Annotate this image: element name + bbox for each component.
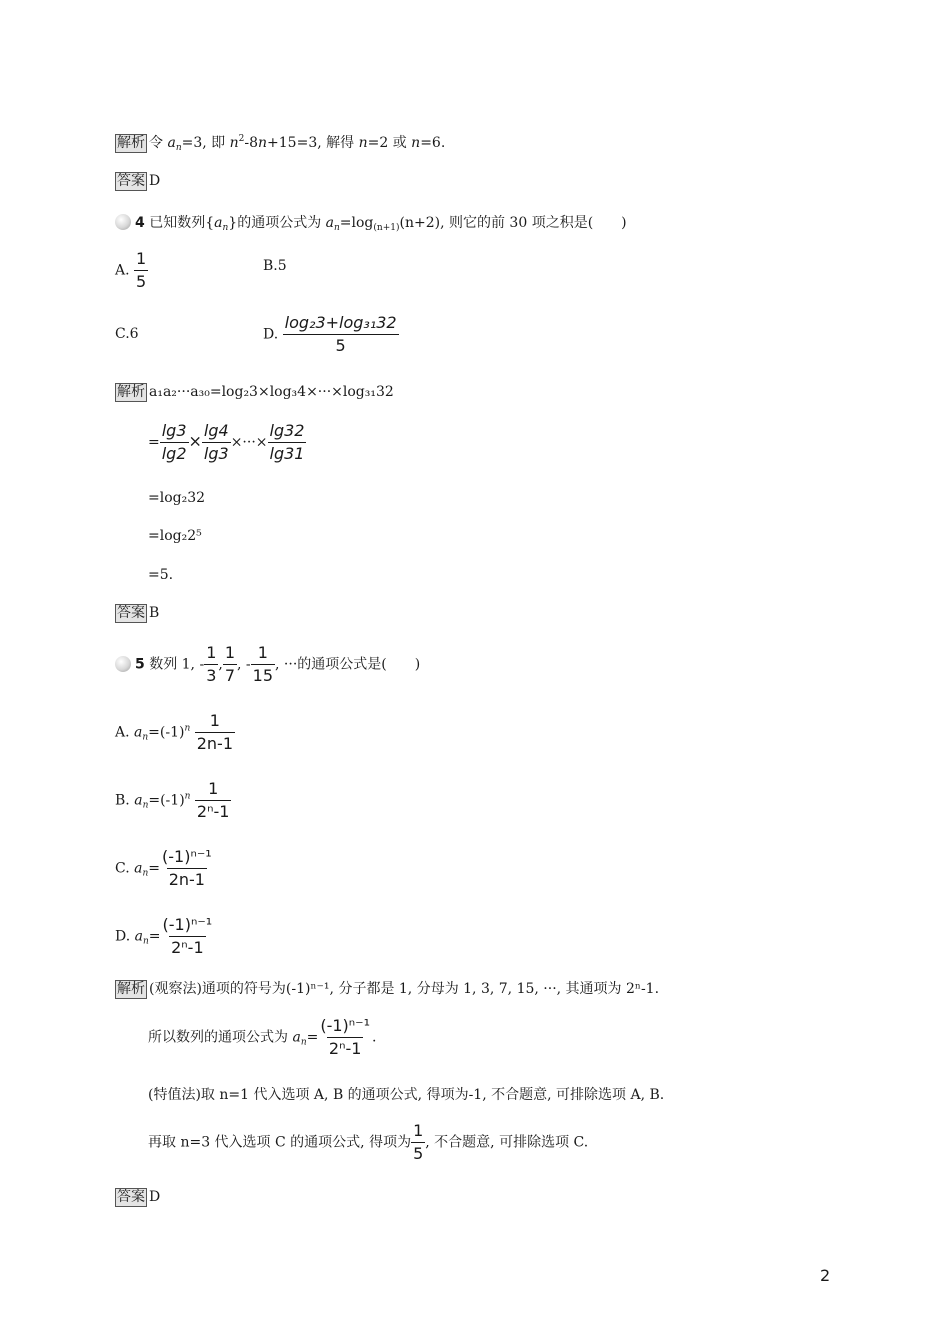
analysis-label: 解析 bbox=[117, 981, 145, 997]
q4-analysis-step-5: =5. bbox=[148, 567, 174, 583]
analysis-label: 解析 bbox=[117, 384, 145, 400]
q5-analysis-line-2: 所以数列的通项公式为 $a_n=$ $\frac{\text{(-1)ⁿ⁻¹}}{\text{2ⁿ-1}}$ . bbox=[148, 1016, 377, 1058]
answer-label: 答案 bbox=[117, 173, 145, 189]
fraction: $\frac{1}{5}$ bbox=[136, 249, 147, 291]
fraction: $\frac{1}{2n-1}$ bbox=[196, 711, 233, 753]
q4-option-d: D. $\frac{\text{log₂3+log₃₁32}}{5}$ bbox=[263, 313, 397, 355]
q4-analysis-step-3: =log₂32 bbox=[148, 490, 206, 506]
fraction: $\frac{\lg 32}{\lg 31}$ bbox=[269, 421, 305, 463]
fraction: $\frac{\lg 3}{\lg 2}$ bbox=[161, 421, 187, 463]
q5-analysis-line-4: 再取 n=3 代入选项 C 的通项公式, 得项为 $\frac{1}{5}$ , 不合题意, 可排除选项 C. bbox=[148, 1121, 589, 1163]
q5-option-d: D. $a_n=$ $\frac{\text{(-1)ⁿ⁻¹}}{\text{2ⁿ-1}}$ bbox=[115, 915, 213, 957]
fraction: $\frac{\text{(-1)ⁿ⁻¹}}{2n-1}$ bbox=[162, 847, 212, 889]
fraction: $\frac{1}{7}$ bbox=[224, 643, 236, 685]
q4-option-c: C.6 bbox=[115, 326, 139, 342]
q5-answer: 答案 D bbox=[117, 1189, 161, 1205]
page-number: 2 bbox=[820, 1266, 831, 1285]
answer-label: 答案 bbox=[117, 605, 145, 621]
answer-line-1: 答案 D bbox=[117, 173, 161, 189]
q4-analysis-line-1: 解析 a₁a₂···a₃₀=log₂3×log₃4×···×log₃₁32 bbox=[117, 384, 394, 400]
q5-option-c: C. $a_n=$ $\frac{\text{(-1)ⁿ⁻¹}}{2n-1}$ bbox=[115, 847, 212, 889]
fraction: $\frac{1}{3}$ bbox=[206, 643, 217, 685]
q5-analysis-line-3: (特值法)取 n=1 代入选项 A, B 的通项公式, 得项为-1, 不合题意, 可排除选项 A, B. bbox=[148, 1087, 665, 1103]
q4-analysis-step-4: =log₂2⁵ bbox=[148, 528, 202, 544]
question-bullet-icon bbox=[115, 214, 131, 230]
question-4-stem: 4 已知数列$\{a_n\}$的通项公式为 $a_n=\log_{(n+1)}(n+2)$, 则它的前 30 项之积是( ) bbox=[115, 212, 627, 233]
q4-analysis-step-2: = $\frac{\lg 3}{\lg 2}$ × $\frac{\lg 4}{\lg 3}$ ×···× $\frac{\lg 32}{\lg 31}$ bbox=[148, 421, 305, 463]
q5-analysis-line-1: 解析 (观察法)通项的符号为(-1)ⁿ⁻¹, 分子都是 1, 分母为 1, 3, 7, 15, ···, 其通项为 2ⁿ-1. bbox=[117, 981, 660, 997]
q4-answer: 答案 B bbox=[117, 605, 160, 621]
fraction: $\frac{\lg 4}{\lg 3}$ bbox=[203, 421, 229, 463]
fraction: $\frac{1}{5}$ bbox=[413, 1121, 424, 1163]
fraction: $\frac{1}{\text{2ⁿ-1}}$ bbox=[196, 779, 230, 821]
fraction: $\frac{\text{log₂3+log₃₁32}}{5}$ bbox=[284, 313, 397, 355]
q5-option-a: A. $a_n=(-1)^n$ $\frac{1}{2n-1}$ bbox=[115, 711, 233, 753]
answer-label: 答案 bbox=[117, 1189, 145, 1205]
fraction: $\frac{1}{15}$ bbox=[252, 643, 274, 685]
question-bullet-icon bbox=[115, 656, 131, 672]
q5-option-b: B. $a_n=(-1)^n$ $\frac{1}{\text{2ⁿ-1}}$ bbox=[115, 779, 230, 821]
fraction: $\frac{\text{(-1)ⁿ⁻¹}}{\text{2ⁿ-1}}$ bbox=[162, 915, 213, 957]
question-5-stem: 5 数列 1, - $\frac{1}{3}$ , $\frac{1}{7}$ , - $\frac{1}{15}$ , ···的通项公式是( ) bbox=[115, 642, 420, 687]
q4-option-a: A. $\frac{1}{5}$ bbox=[115, 249, 147, 291]
analysis-line-1: 解析 令 $a_n=3$, 即 $n^2-8n+15=3$, 解得 n=2 或 n=6. bbox=[117, 134, 446, 153]
fraction: $\frac{\text{(-1)ⁿ⁻¹}}{\text{2ⁿ-1}}$ bbox=[320, 1016, 371, 1058]
analysis-label: 解析 bbox=[117, 135, 145, 151]
q4-option-b: B.5 bbox=[263, 258, 287, 274]
